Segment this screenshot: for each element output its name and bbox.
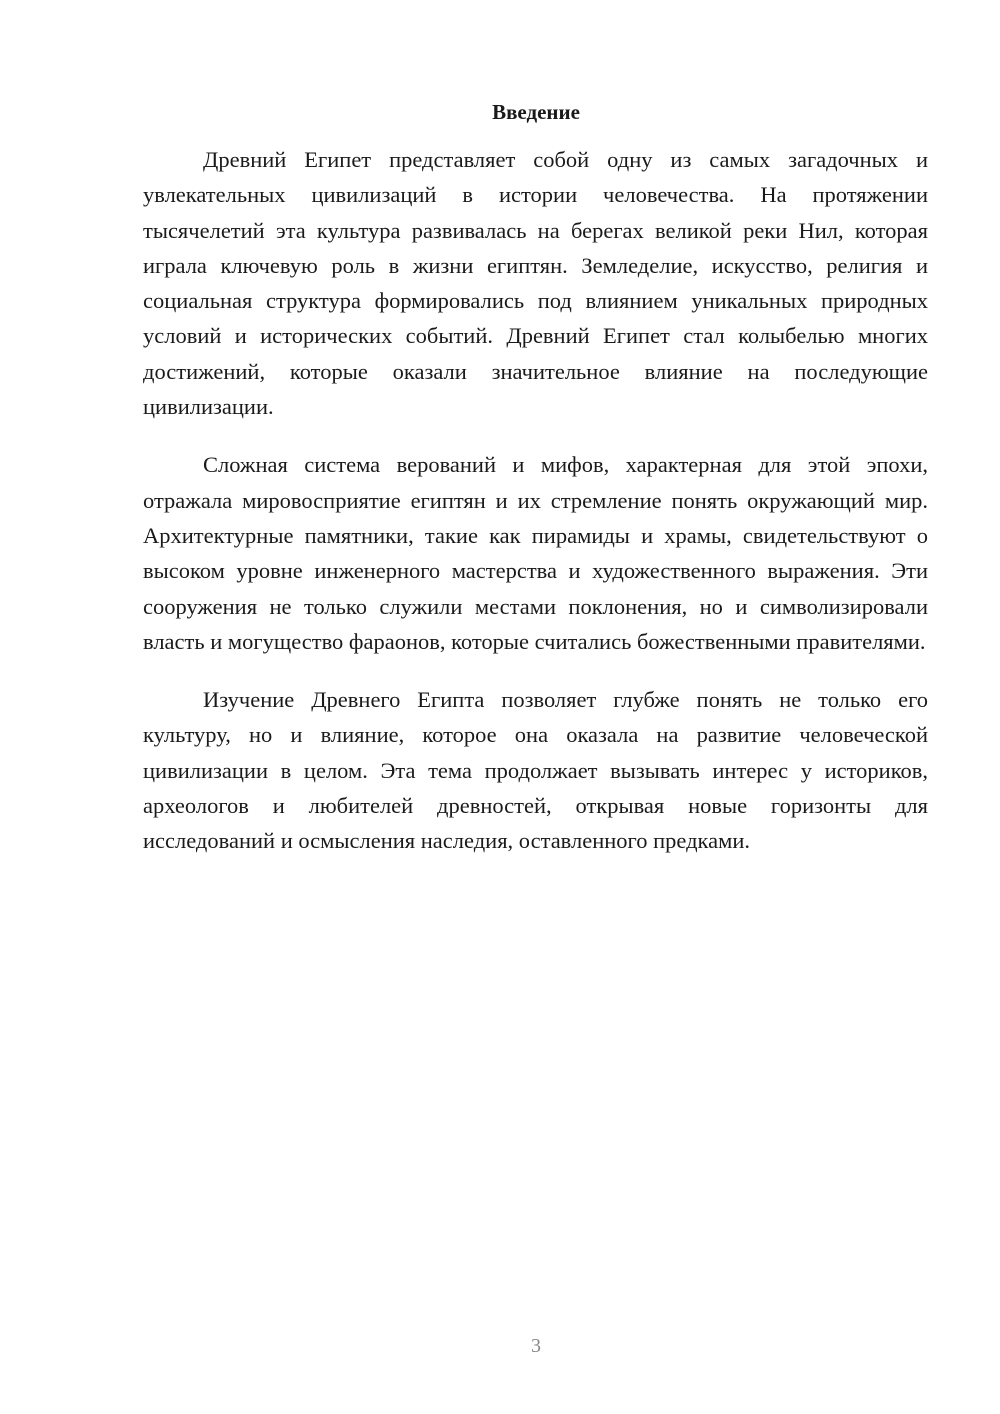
paragraph-1: Древний Египет представляет собой одну из самых загадочных и увлекательных цивилизаций в истории человечества. На протяжении тысячелетий эта культура развивалась на берегах великой реки Нил, которая играла ключевую роль в жизни египтян. Земледелие, искусство, религия и социальная структура формировались под влиянием уникальных природных условий и исторических событий. Древний Египет стал колыбелью многих достижений, которые оказали значительное влияние на последующие цивилизации.: [143, 147, 928, 420]
paragraph-3: Изучение Древнего Египта позволяет глубже понять не только его культуру, но и влияние, которое она оказала на развитие человеческой цивилизации в целом. Эта тема продолжает вызывать интерес у историков, археологов и любителей древностей, открывая новые горизонты для исследований и осмысления наследия, оставленного предками.: [143, 687, 928, 854]
page-number: 3: [531, 1335, 541, 1357]
page-title: Введение: [492, 100, 580, 124]
body-text: [143, 142, 928, 882]
paragraph-2: Сложная система верований и мифов, характерная для этой эпохи, отражала мировосприятие египтян и их стремление понять окружающий мир. Архитектурные памятники, такие как пирамиды и храмы, свидетельствуют о высоком уровне инженерного мастерства и художественного выражения. Эти сооружения не только служили местами поклонения, но и символизировали власть и могущество фараонов, которые считались божественными правителями.: [143, 452, 928, 654]
